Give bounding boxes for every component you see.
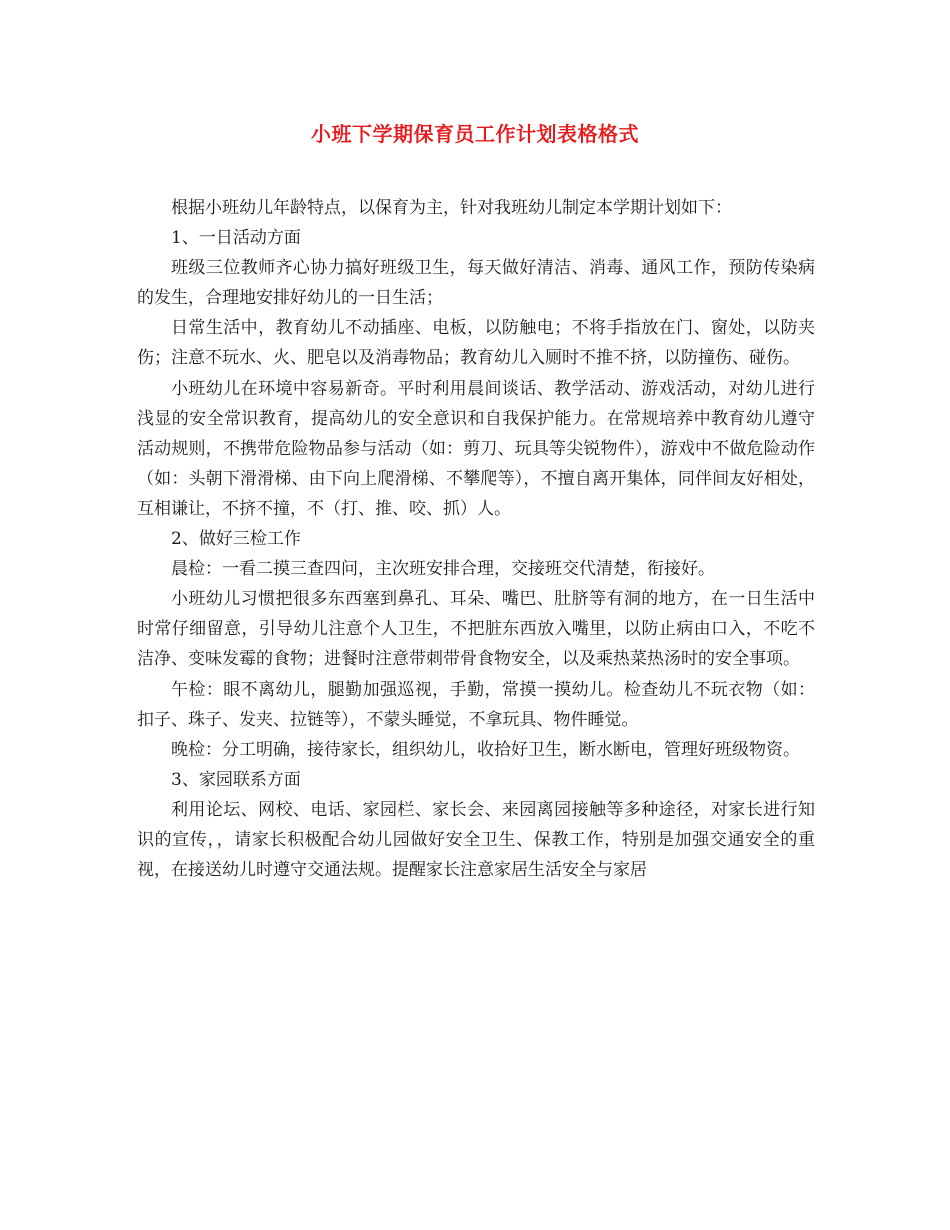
paragraph: 晨检：一看二摸三查四问，主次班安排合理，交接班交代清楚，衔接好。 bbox=[171, 559, 715, 580]
paragraph: 利用论坛、网校、电话、家园栏、家长会、来园离园接触等多种途径，对家长进行知识的宣传，，请家长积极配合幼儿园做好安全卫生、保教工作，特别是加强交通安全的重视，在接送幼儿时遵守交通法规。提醒家长注意家居生活安全与家居 bbox=[137, 799, 815, 881]
section-heading: 3、家园联系方面 bbox=[171, 769, 301, 790]
paragraph: 根据小班幼儿年龄特点，以保育为主，针对我班幼儿制定本学期计划如下： bbox=[171, 198, 732, 218]
document-body bbox=[137, 193, 815, 885]
paragraph: 小班幼儿习惯把很多东西塞到鼻孔、耳朵、嘴巴、肚脐等有洞的地方，在一日生活中时常仔细留意，引导幼儿注意个人卫生，不把脏东西放入嘴里，以防止病由口入，不吃不洁净、变味发霉的食物；进餐时注意带刺带骨食物安全，以及乘热菜热汤时的安全事项。 bbox=[137, 589, 815, 670]
paragraph: 晚检：分工明确，接待家长，组织幼儿，收拾好卫生，断水断电，管理好班级物资。 bbox=[171, 739, 800, 760]
section-heading: 1、一日活动方面 bbox=[171, 228, 301, 249]
document-title: 小班下学期保育员工作计划表格格式 bbox=[311, 122, 639, 146]
paragraph: 班级三位教师齐心协力搞好班级卫生，每天做好清洁、消毒、通风工作，预防传染病的发生，合理地安排好幼儿的一日生活； bbox=[137, 258, 815, 309]
paragraph: 小班幼儿在环境中容易新奇。平时利用晨间谈话、教学活动、游戏活动，对幼儿进行浅显的安全常识教育，提高幼儿的安全意识和自我保护能力。在常规培养中教育幼儿遵守活动规则，不携带危险物品参与活动（如：剪刀、玩具等尖锐物件），游戏中不做危险动作（如：头朝下滑滑梯、由下向上爬滑梯、不攀爬等），不擅自离开集体，同伴间友好相处，互相谦让，不挤不撞，不（打、推、咬、抓）人。 bbox=[137, 378, 815, 519]
paragraph: 日常生活中，教育幼儿不动插座、电板，以防触电；不将手指放在门、窗处，以防夹伤；注意不玩水、火、肥皂以及消毒物品；教育幼儿入厕时不推不挤，以防撞伤、碰伤。 bbox=[137, 318, 815, 369]
section-heading: 2、做好三检工作 bbox=[171, 529, 301, 550]
paragraph: 午检：眼不离幼儿，腿勤加强巡视，手勤，常摸一摸幼儿。检查幼儿不玩衣物（如：扣子、珠子、发夹、拉链等），不蒙头睡觉，不拿玩具、物件睡觉。 bbox=[137, 679, 815, 730]
